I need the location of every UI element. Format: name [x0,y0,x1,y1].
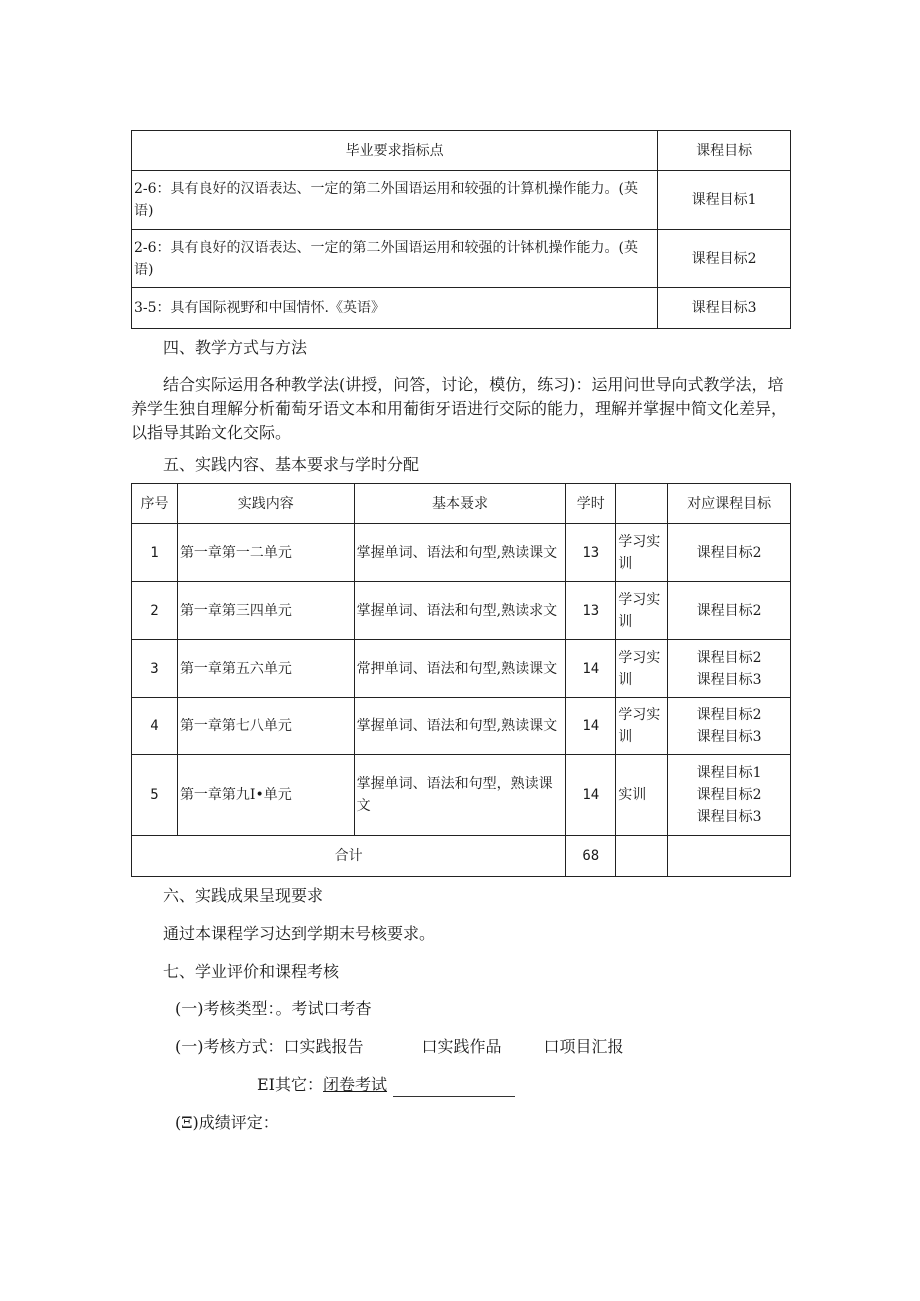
goal-item: 课程目标3 [696,671,762,688]
goal-text: 课程目标3 [658,288,791,329]
req-table-header-goal: 课程目标 [658,131,791,171]
practice-header-hours: 学时 [566,484,616,524]
table-row [132,582,791,640]
section6-heading: 六、实践成果呈现要求 [163,886,324,905]
total-hours: 68 [566,836,616,877]
table-row [132,288,791,329]
row-type: 学习实训 [616,698,668,755]
row-hours: 13 [566,582,616,640]
req-table-header-requirement: 毕业要求指标点 [132,131,658,171]
assessment-other-line [257,1073,515,1097]
row-type: 学习实训 [616,640,668,698]
row-goals [668,640,791,698]
total-row [132,836,791,877]
goal-item: 课程目标3 [696,809,762,825]
section4-body: 结合实际运用各种教学法(讲授，问答，讨论，模仿，练习)：运用问世导向式教学法，培养学生独自理解分析葡萄牙语文本和用葡街牙语进行交际的能力，理解并掌握中简文化差异，以指导其跆文化交际。 [131,375,788,442]
method-option-report: (一)考核方式：口实践报告 [175,1037,364,1056]
total-label: 合计 [132,836,566,877]
assessment-method-line [175,1035,624,1059]
method-option-project: 口项目汇报 [543,1037,624,1056]
row-content: 第一章第五六单元 [177,640,354,698]
practice-table [131,483,791,877]
row-content: 第一章第七八单元 [177,698,354,755]
total-empty-cell [616,836,668,877]
section7-heading: 七、学业评价和课程考核 [163,962,340,981]
assessment-type-line: (一)考核类型：。考试口考杳 [175,999,372,1018]
row-hours: 14 [566,640,616,698]
row-requirement: 掌握单词、语法和句型，熟读课文 [354,755,566,836]
practice-header-goal: 对应课程目标 [668,484,791,524]
other-label: EI其它： [257,1075,324,1094]
method-option-work: 口实践作品 [421,1037,502,1056]
row-hours: 13 [566,524,616,582]
goal-item: 课程目标2 [696,544,762,561]
row-content: 第一章第三四单元 [177,582,354,640]
goal-text: 课程目标1 [658,171,791,230]
table-row [132,755,791,836]
other-value: 闭卷考试 [323,1075,388,1094]
blank-underline [393,1078,515,1097]
goal-item: 课程目标2 [696,707,762,723]
row-requirement: 掌握单词、语法和句型,熟读课文 [354,698,566,755]
practice-header-requirement: 基本聂求 [354,484,566,524]
goal-text: 课程目标2 [658,230,791,288]
total-empty-cell [668,836,791,877]
row-goals [668,755,791,836]
row-goals [668,524,791,582]
row-no: 1 [132,524,178,582]
requirement-text: 2-6：具有良好的汉语表达、一定的第二外国语运用和较强的计钵机操作能力。(英语) [132,230,658,288]
goal-item: 课程目标1 [696,765,762,781]
row-type: 实训 [616,755,668,836]
row-no: 3 [132,640,178,698]
section5-heading: 五、实践内容、基本要求与学时分配 [163,455,420,474]
grade-line: (Ξ)成绩评定： [175,1113,279,1132]
row-requirement: 常押单词、语法和句型,熟读课文 [354,640,566,698]
row-hours: 14 [566,755,616,836]
table-row [132,230,791,288]
row-goals [668,582,791,640]
goal-item: 课程目标3 [696,729,762,745]
row-content: 第一章第一二单元 [177,524,354,582]
practice-header-content: 实践内容 [177,484,354,524]
table-row [132,171,791,230]
table-row [132,698,791,755]
section4-heading: 四、教学方式与方法 [163,338,308,357]
table-row [132,640,791,698]
section6-body: 通过本课程学习达到学期末号核要求。 [163,924,436,943]
row-no: 5 [132,755,178,836]
goal-item: 课程目标2 [696,649,762,666]
row-no: 4 [132,698,178,755]
row-requirement: 掌握单词、语法和句型,熟读课文 [354,524,566,582]
requirement-text: 2-6：具有良好的汉语表达、一定的第二外国语运用和较强的计算机操作能力。(英语) [132,171,658,230]
row-content: 第一章第九I•单元 [177,755,354,836]
row-requirement: 掌握单词、语法和句型,熟读求文 [354,582,566,640]
practice-header-type [616,484,668,524]
row-goals [668,698,791,755]
row-type: 学习实训 [616,582,668,640]
row-hours: 14 [566,698,616,755]
goal-item: 课程目标2 [696,602,762,619]
table-row [132,524,791,582]
row-type: 学习实训 [616,524,668,582]
practice-header-no: 序号 [132,484,178,524]
requirements-table [131,130,791,329]
row-no: 2 [132,582,178,640]
goal-item: 课程目标2 [696,787,762,803]
requirement-text: 3-5：具有国际视野和中国情怀.《英语》 [132,288,658,329]
